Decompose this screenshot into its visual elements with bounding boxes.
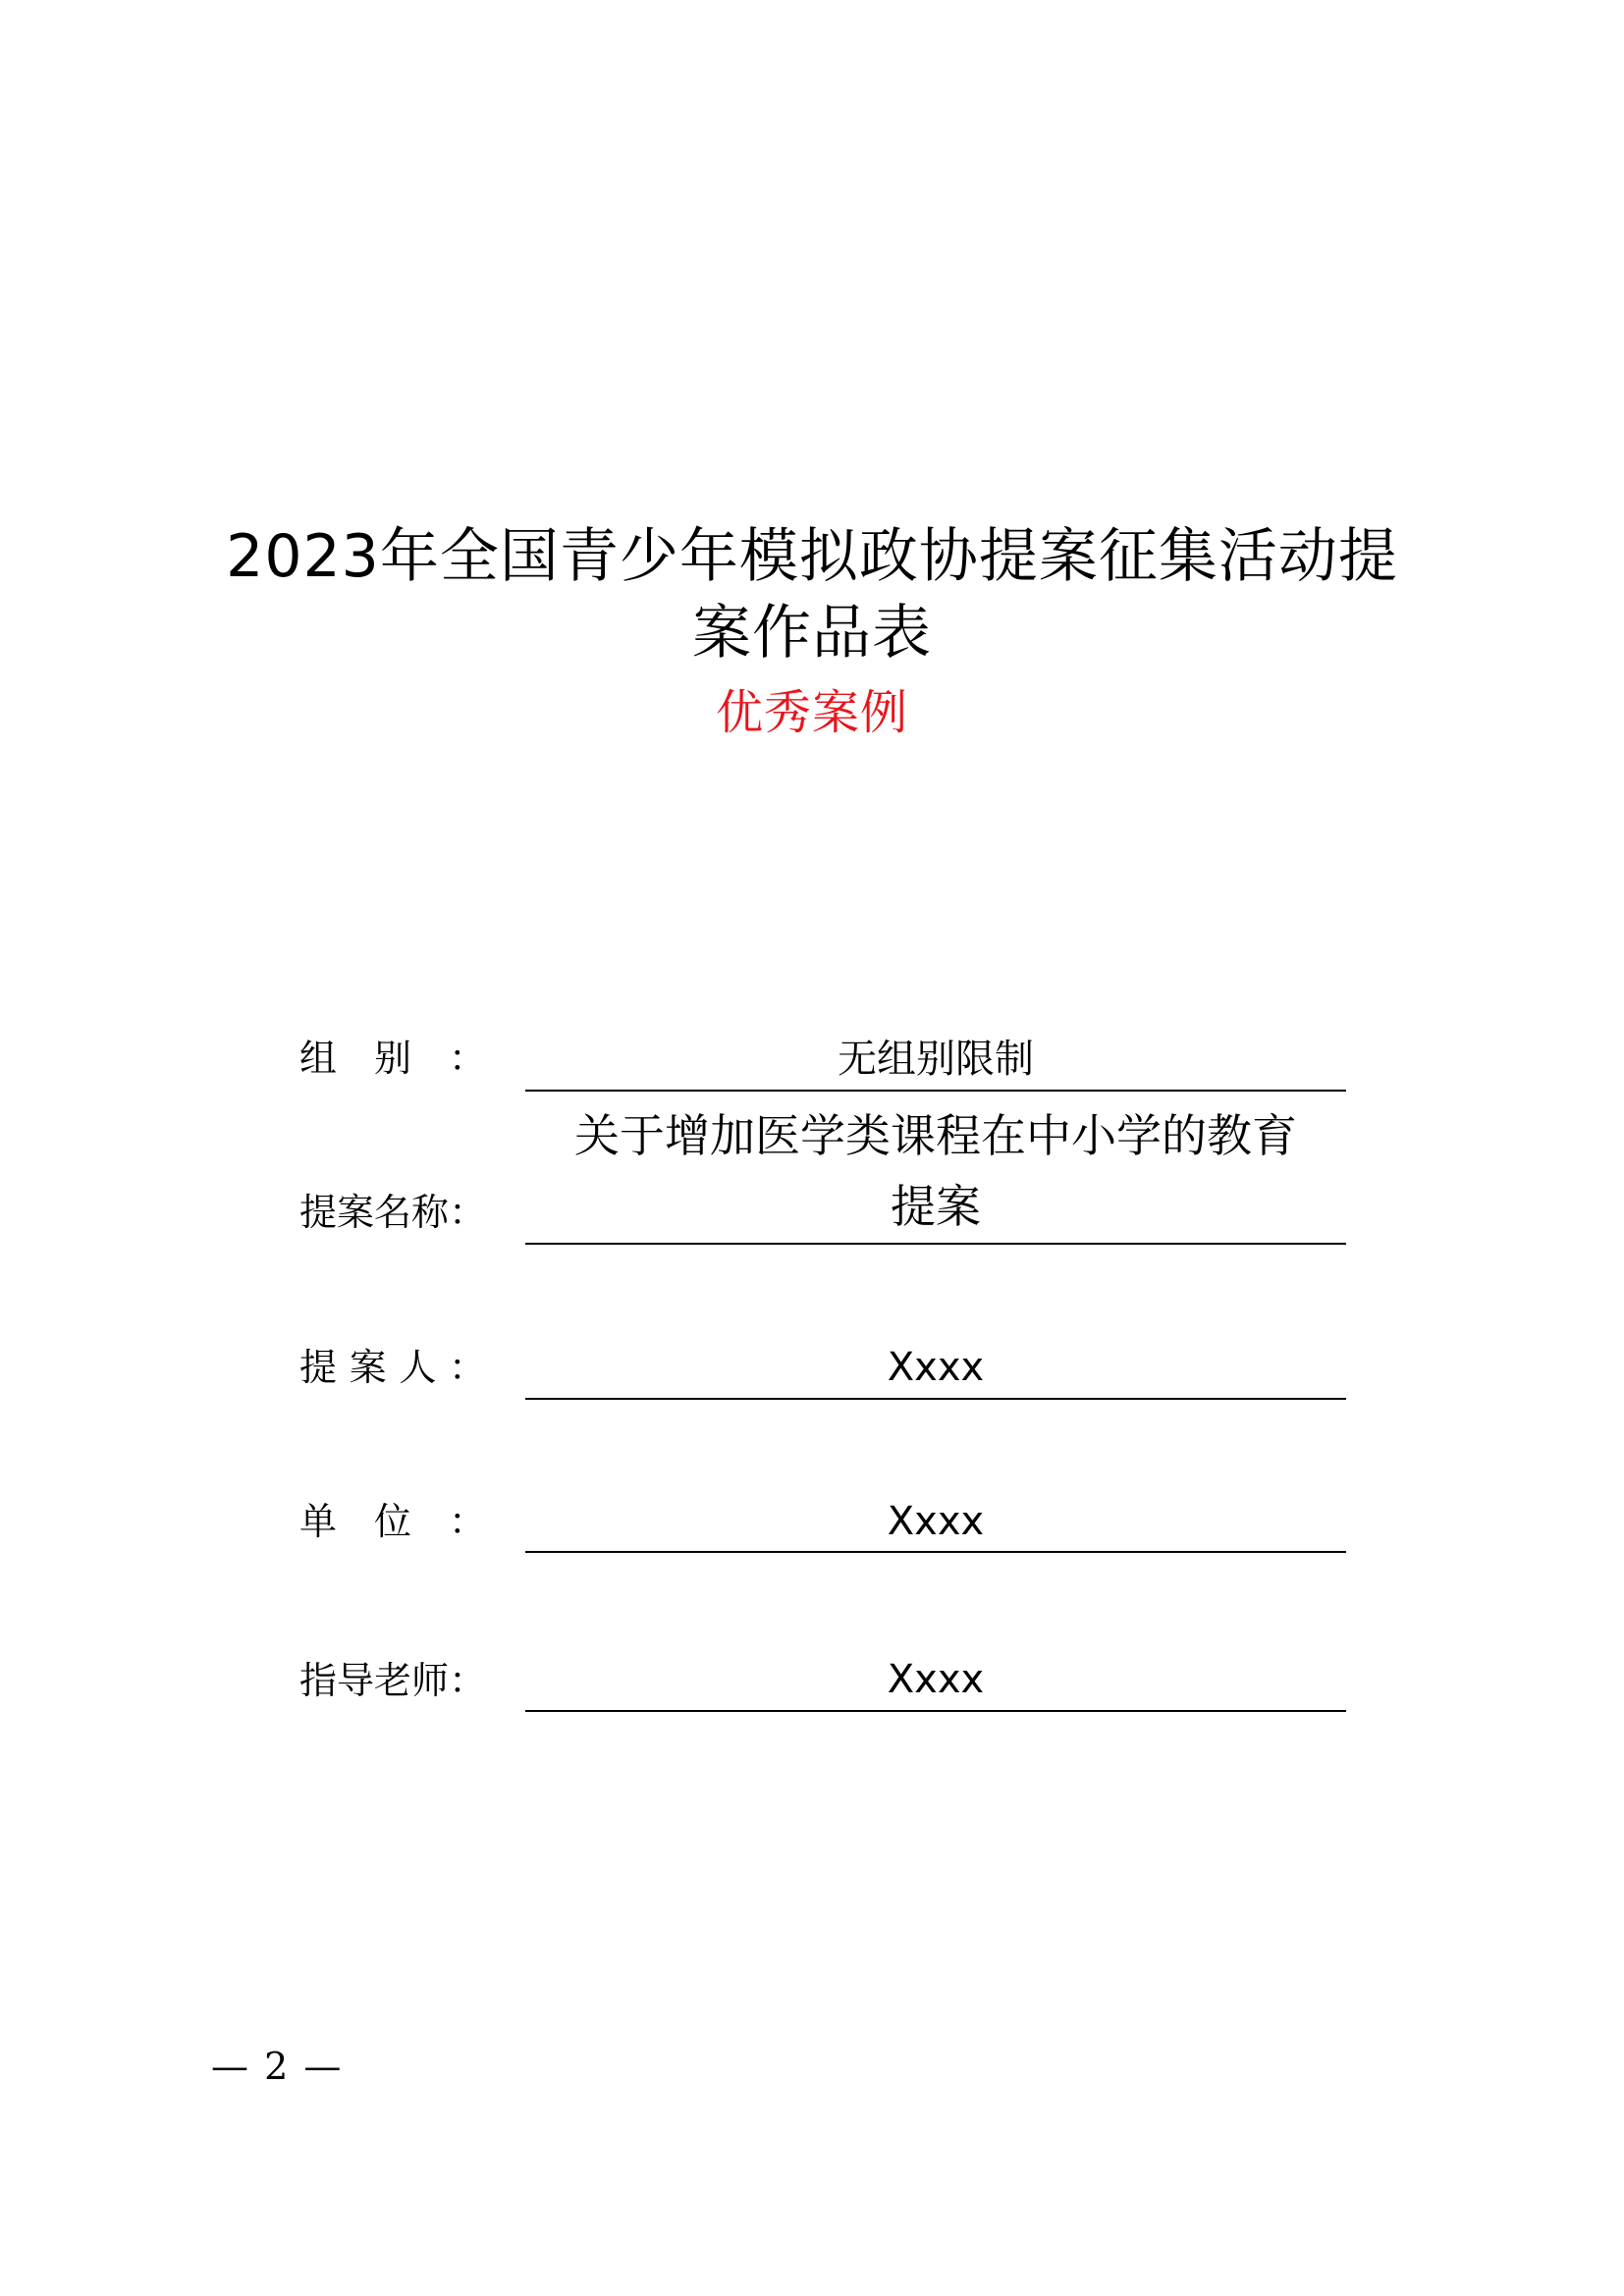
group-label-char: 组	[299, 1037, 338, 1080]
proposer-label	[299, 1343, 486, 1392]
proposal-name-label-char: 称	[411, 1191, 450, 1234]
group-label-char: 别	[373, 1037, 411, 1080]
proposer-value: Xxxx	[887, 1345, 985, 1390]
proposal-name-label-char: ：	[449, 1191, 487, 1234]
unit-value: Xxxx	[887, 1499, 985, 1544]
proposer-label-char: 人	[399, 1346, 437, 1389]
document-subtitle: 优秀案例	[715, 685, 908, 740]
proposal-name-underline	[525, 1243, 1346, 1245]
unit-label-char: ：	[448, 1500, 486, 1543]
advisor-label-char: ：	[449, 1659, 487, 1702]
proposal-name-label	[299, 1188, 486, 1237]
advisor-underline	[525, 1710, 1346, 1712]
advisor-label-char: 老	[374, 1659, 412, 1702]
unit-underline	[525, 1551, 1346, 1553]
unit-label-char: 位	[373, 1500, 411, 1543]
proposer-underline	[525, 1398, 1346, 1400]
group-underline	[525, 1090, 1346, 1092]
proposer-label-char: 案	[349, 1346, 387, 1389]
proposal-name-value-line1: 关于增加医学类课程在中小学的教育	[574, 1109, 1297, 1162]
unit-label-char: 单	[299, 1500, 338, 1543]
proposer-label-char: 提	[299, 1346, 338, 1389]
proposal-name-value-line2: 提案	[891, 1180, 981, 1233]
document-title-line2: 案作品表	[692, 599, 932, 667]
proposal-name-label-char: 案	[337, 1191, 375, 1234]
group-label-char: ：	[448, 1037, 486, 1080]
advisor-value: Xxxx	[887, 1657, 985, 1702]
group-value: 无组别限制	[838, 1037, 1034, 1082]
proposal-name-label-char: 提	[299, 1191, 338, 1234]
unit-label	[299, 1497, 486, 1546]
document-title-line1: 2023年全国青少年模拟政协提案征集活动提	[226, 522, 1398, 591]
advisor-label-char: 导	[337, 1659, 375, 1702]
page-number: — 2 —	[211, 2045, 344, 2088]
group-label	[299, 1034, 486, 1083]
proposer-label-char: ：	[448, 1346, 486, 1389]
advisor-label	[299, 1656, 486, 1705]
advisor-label-char: 指	[299, 1659, 338, 1702]
advisor-label-char: 师	[411, 1659, 450, 1702]
proposal-name-label-char: 名	[374, 1191, 412, 1234]
